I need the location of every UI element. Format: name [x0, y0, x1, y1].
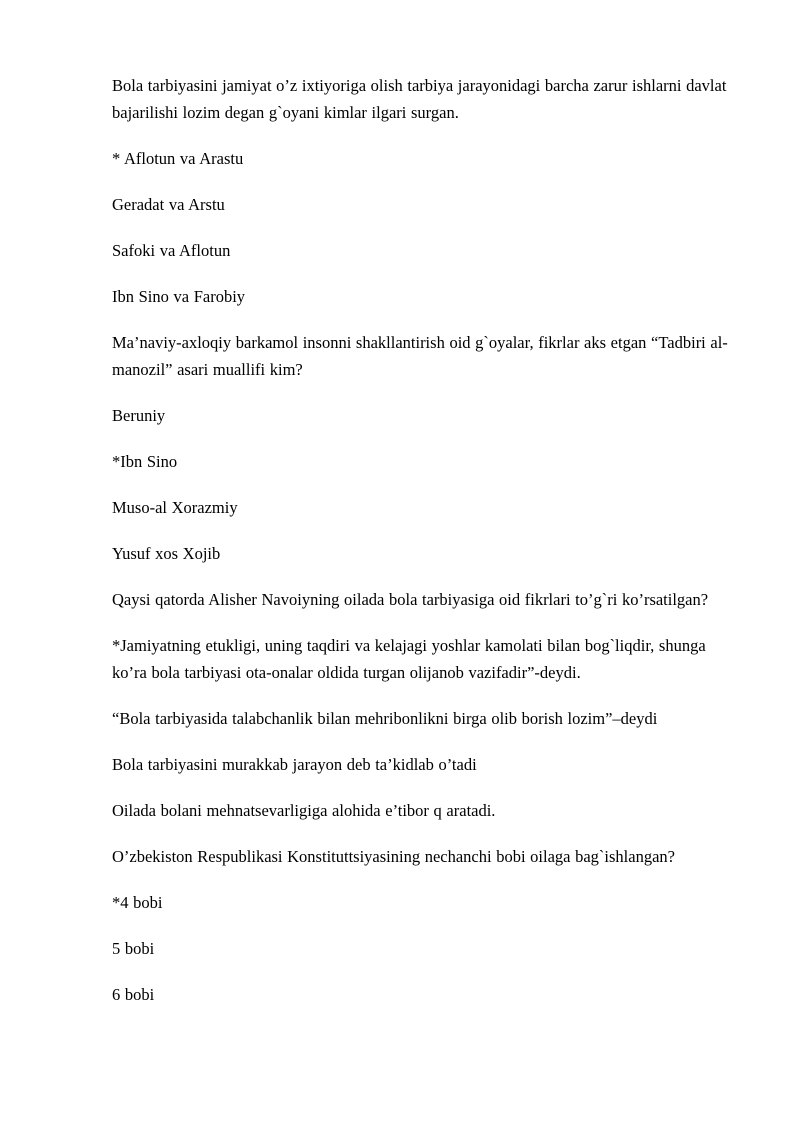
question-text: Qaysi qatorda Alisher Navoiyning oilada bola tarbiyasiga oid fikrlari to’g`ri ko’rsatilgan? — [112, 590, 709, 609]
question-text: O’zbekiston Respublikasi Konstituttsiyasining nechanchi bobi oilaga bag`ishlangan? — [112, 847, 675, 866]
answer-option: Beruniy — [112, 406, 166, 425]
answer-option: Yusuf xos Xojib — [112, 544, 221, 563]
answer-option-correct: *Ibn Sino — [112, 452, 178, 471]
answer-option-correct: *4 bobi — [112, 893, 163, 912]
answer-option: 5 bobi — [112, 939, 155, 958]
answer-option: “Bola tarbiyasida talabchanlik bilan mehribonlikni birga olib borish lozim”–deydi — [112, 709, 658, 728]
answer-option: 6 bobi — [112, 985, 155, 1004]
answer-option: Oilada bolani mehnatsevarligiga alohida e’tibor q aratadi. — [112, 801, 496, 820]
question-text: Bola tarbiyasini jamiyat o’z ixtiyoriga olish tarbiya jarayonidagi barcha zarur ishlarni davlat bajarilishi lozim degan g`oyani kimlar ilgari surgan. — [112, 76, 727, 122]
answer-option: Ibn Sino va Farobiy — [112, 287, 246, 306]
answer-option: Muso-al Xorazmiy — [112, 498, 238, 517]
answer-option-correct: * Aflotun va Arastu — [112, 149, 244, 168]
answer-option: Bola tarbiyasini murakkab jarayon deb ta’kidlab o’tadi — [112, 755, 477, 774]
answer-option-correct: *Jamiyatning etukligi, uning taqdiri va kelajagi yoshlar kamolati bilan bog`liqdir, shunga ko’ra bola tarbiyasi ota-onalar oldida turgan olijanob vazifadir”-deydi. — [112, 636, 706, 682]
answer-option: Safoki va Aflotun — [112, 241, 231, 260]
question-text: Ma’naviy-axloqiy barkamol insonni shakllantirish oid g`oyalar, fikrlar aks etgan “Tadbiri al-manozil” asari muallifi kim? — [112, 333, 728, 379]
answer-option: Geradat va Arstu — [112, 195, 225, 214]
